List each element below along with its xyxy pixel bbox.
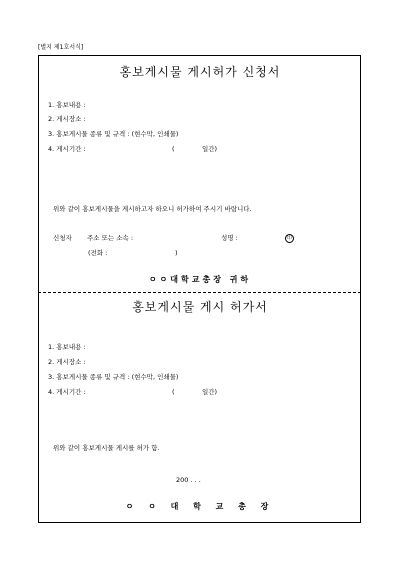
seal-text: 印 xyxy=(286,235,292,241)
permit-period-days: 일간) xyxy=(202,388,218,396)
application-period-paren: ( xyxy=(172,145,175,153)
application-request-text: 위와 같이 홍보게시물을 게시하고자 하오니 허가하여 주시기 바랍니다. xyxy=(53,205,252,213)
permit-period-paren: ( xyxy=(172,388,175,396)
application-field-type: 3. 홍보게시물 종류 및 규격 : (현수막, 인쇄물) xyxy=(48,130,179,138)
applicant-label: 신청자 xyxy=(53,234,72,242)
permit-issuer: ㅇ ㅇ 대 학 교 총 장 xyxy=(125,502,275,511)
permit-date: 200 . . . xyxy=(176,476,201,484)
form-frame xyxy=(38,55,361,523)
permit-text: 위와 같이 홍보게시물 게시를 허가 함. xyxy=(53,444,160,452)
section-divider xyxy=(38,292,361,293)
permit-field-type: 3. 홍보게시물 종류 및 규격 : (현수막, 인쇄물) xyxy=(48,373,179,381)
application-title: 홍보게시물 게시허가 신청서 xyxy=(119,65,281,79)
application-field-location: 2. 게시장소 : xyxy=(48,115,86,123)
permit-title: 홍보게시물 게시 허가서 xyxy=(132,300,268,314)
applicant-phone-close: ) xyxy=(175,249,178,257)
applicant-phone-label: (전화 : xyxy=(88,249,108,257)
permit-field-location: 2. 게시장소 : xyxy=(48,358,86,366)
form-number-label: [별지 제1호서식] xyxy=(38,44,84,51)
application-period-days: 일간) xyxy=(202,145,218,153)
permit-field-content: 1. 홍보내용 : xyxy=(48,343,86,351)
applicant-address-label: 주소 또는 소속 : xyxy=(87,234,134,242)
application-field-period: 4. 게시기간 : xyxy=(48,145,86,153)
application-addressee: ㅇㅇ대학교총장 귀하 xyxy=(148,275,252,284)
applicant-name-label: 성명 : xyxy=(221,234,238,242)
permit-field-period: 4. 게시기간 : xyxy=(48,388,86,396)
seal-mark xyxy=(285,233,294,243)
application-field-content: 1. 홍보내용 : xyxy=(48,101,86,109)
